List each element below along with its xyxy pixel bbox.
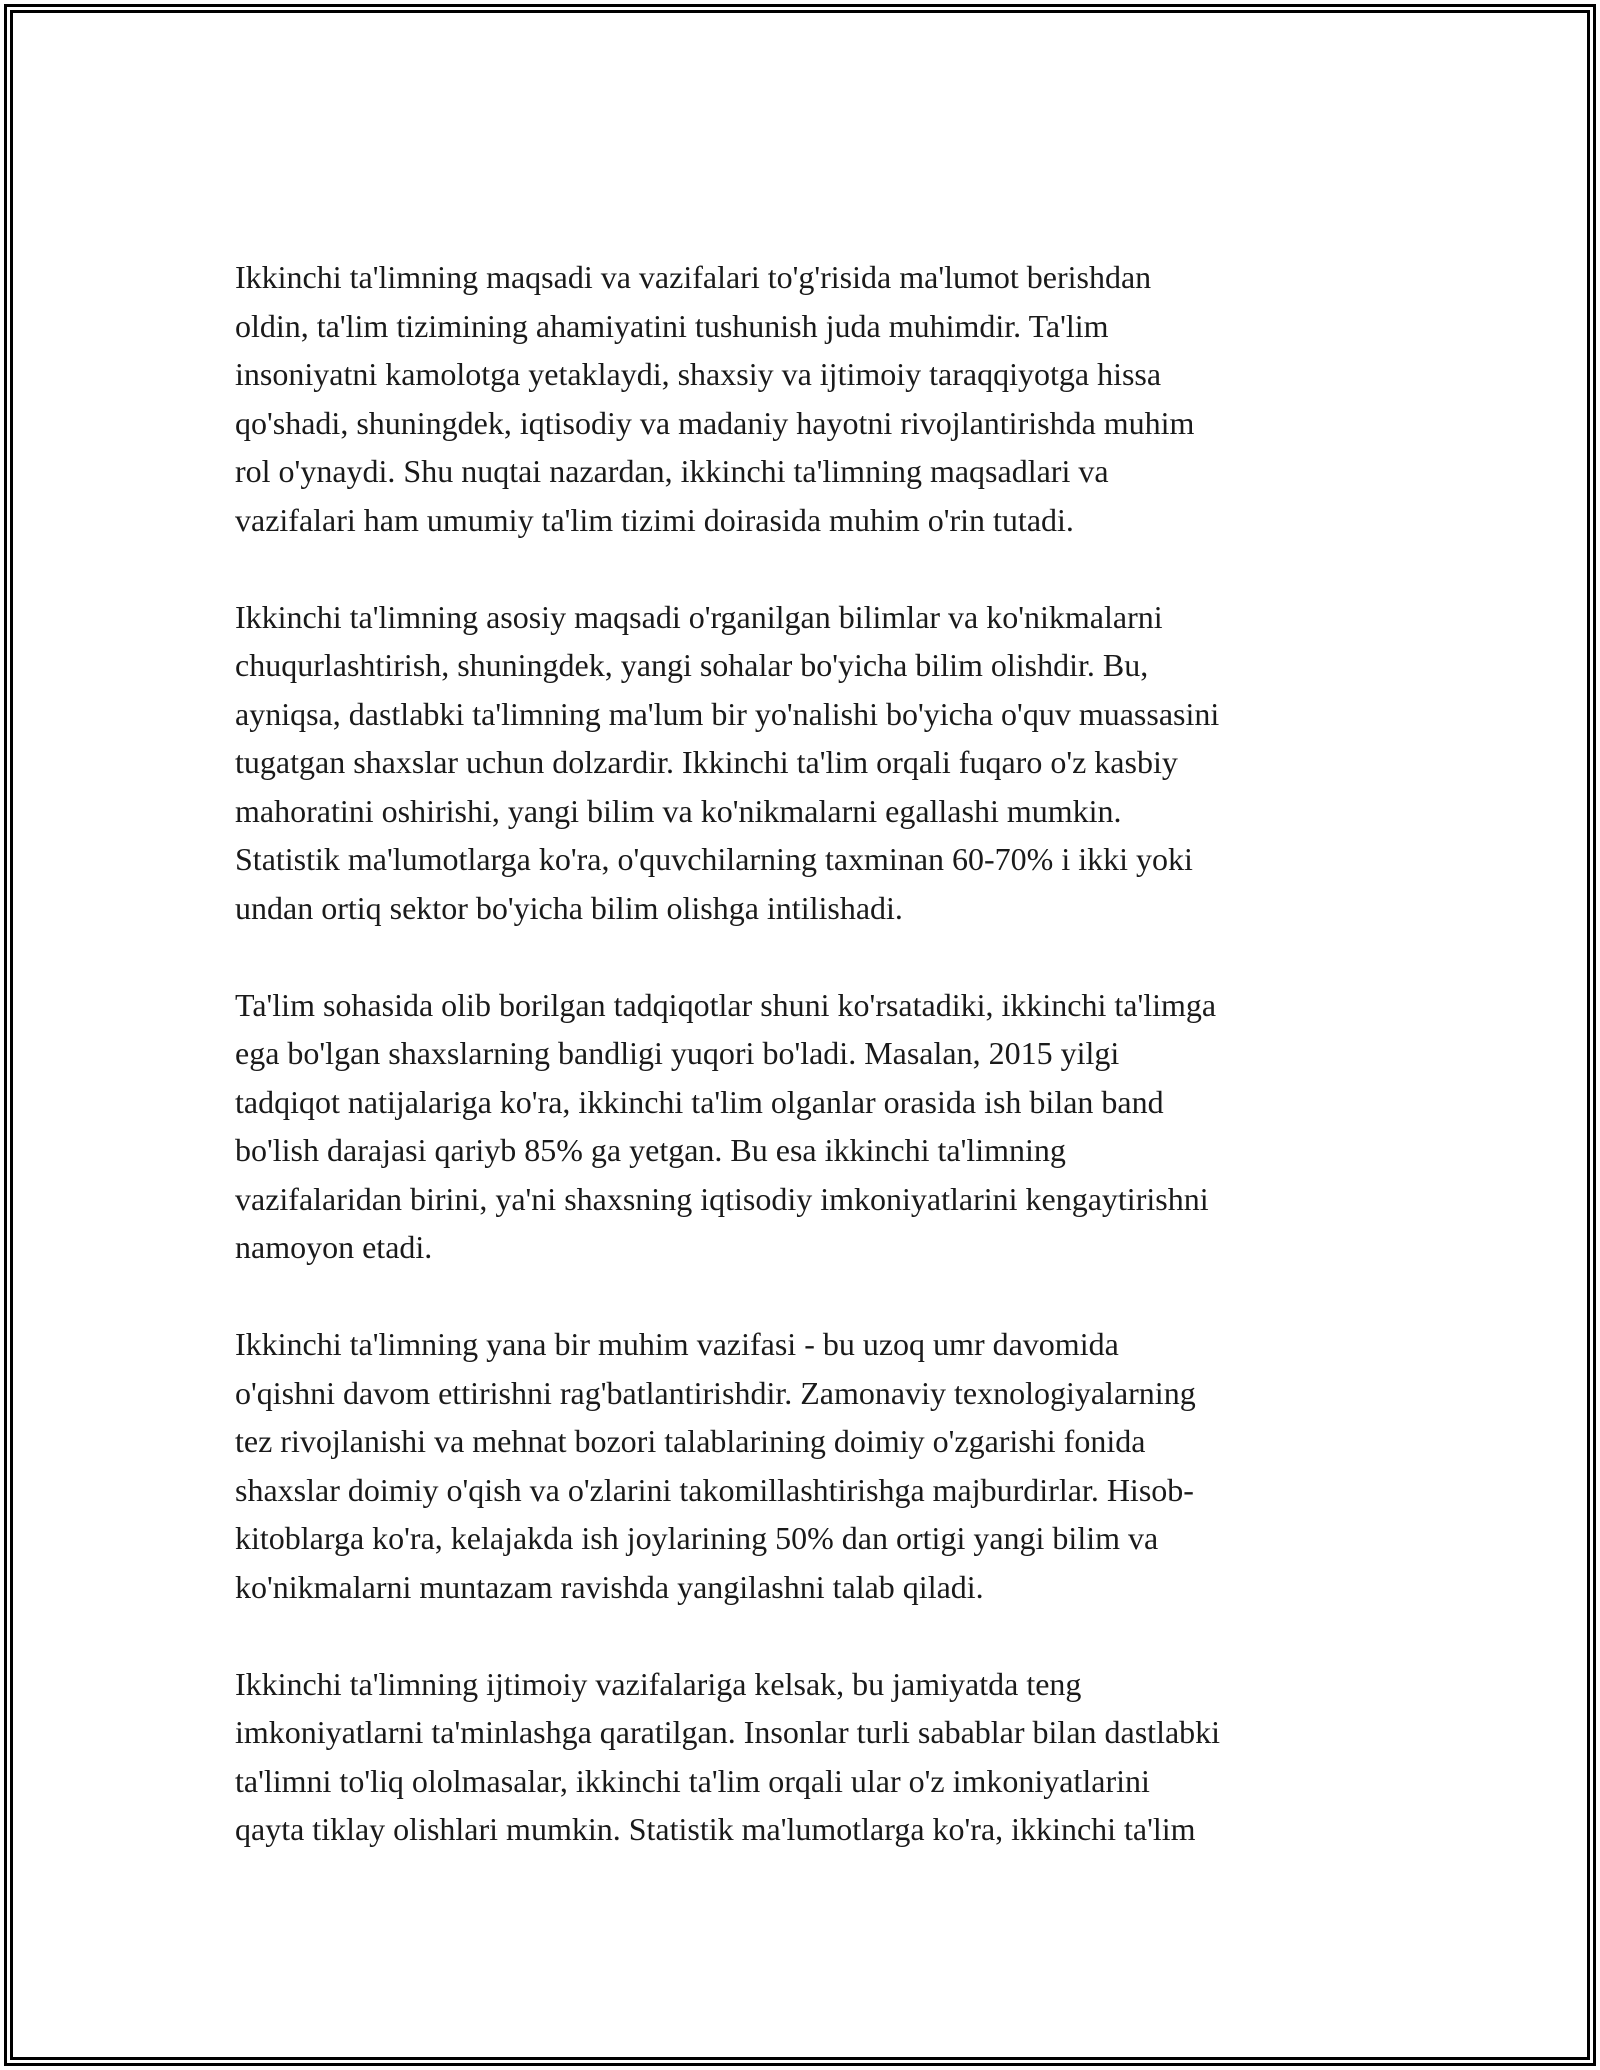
text-line: Ikkinchi ta'limning maqsadi va vazifalari to'g'risida ma'lumot berishdan	[235, 259, 1152, 295]
text-line: shaxslar doimiy o'qish va o'zlarini takomillashtirishga majburdirlar. Hisob-	[235, 1471, 1194, 1508]
text-line: bo'lish darajasi qariyb 85% ga yetgan. Bu esa ikkinchi ta'limning	[235, 1132, 1066, 1168]
text-line: tadqiqot natijalariga ko'ra, ikkinchi ta'lim olganlar orasida ish bilan band	[235, 1083, 1164, 1120]
text-line: imkoniyatlarni ta'minlashga qaratilgan. Insonlar turli sabablar bilan dastlabki	[235, 1714, 1221, 1750]
text-line: chuqurlashtirish, shuningdek, yangi sohalar bo'yicha bilim olishdir. Bu,	[235, 647, 1149, 683]
text-line: Ikkinchi ta'limning asosiy maqsadi o'rganilgan bilimlar va ko'nikmalarni	[235, 598, 1163, 635]
text-line: vazifalaridan birini, ya'ni shaxsning iqtisodiy imkoniyatlarini kengaytirishni	[235, 1180, 1209, 1217]
text-line: o'qishni davom ettirishni rag'batlantirishdir. Zamonaviy texnologiyalarning	[235, 1374, 1196, 1411]
text-line: ko'nikmalarni muntazam ravishda yangilashni talab qiladi.	[235, 1568, 984, 1605]
text-line: ega bo'lgan shaxslarning bandligi yuqori bo'ladi. Masalan, 2015 yilgi	[235, 1035, 1120, 1071]
paragraph-2	[235, 593, 1385, 933]
text-line: undan ortiq sektor bo'yicha bilim olishga intilishadi.	[235, 889, 903, 926]
text-line: tez rivojlanishi va mehnat bozori talablarining doimiy o'zgarishi fonida	[235, 1423, 1146, 1459]
text-line: ayniqsa, dastlabki ta'limning ma'lum bir yo'nalishi bo'yicha o'quv muassasini	[235, 695, 1220, 732]
paragraph-1	[235, 253, 1385, 544]
text-line: qo'shadi, shuningdek, iqtisodiy va madaniy hayotni rivojlantirishda muhim	[235, 404, 1195, 441]
paragraph-3	[235, 981, 1385, 1272]
text-line: rol o'ynaydi. Shu nuqtai nazardan, ikkinchi ta'limning maqsadlari va	[235, 453, 1109, 489]
paragraph-4	[235, 1320, 1385, 1611]
text-line: Statistik ma'lumotlarga ko'ra, o'quvchilarning taxminan 60-70% i ikki yoki	[235, 841, 1193, 877]
paragraph-5	[235, 1660, 1385, 1854]
text-line: mahoratini oshirishi, yangi bilim va ko'nikmalarni egallashi mumkin.	[235, 792, 1122, 829]
text-line: vazifalari ham umumiy ta'lim tizimi doirasida muhim o'rin tutadi.	[235, 501, 1074, 538]
text-line: tugatgan shaxslar uchun dolzardir. Ikkinchi ta'lim orqali fuqaro o'z kasbiy	[235, 744, 1178, 780]
document-body	[235, 253, 1385, 1902]
text-line: Ikkinchi ta'limning ijtimoiy vazifalariga kelsak, bu jamiyatda teng	[235, 1665, 1082, 1702]
text-line: oldin, ta'lim tizimining ahamiyatini tushunish juda muhimdir. Ta'lim	[235, 307, 1109, 344]
text-line: ta'limni to'liq ololmasalar, ikkinchi ta'lim orqali ular o'z imkoniyatlarini	[235, 1762, 1150, 1799]
text-line: insoniyatni kamolotga yetaklaydi, shaxsiy va ijtimoiy taraqqiyotga hissa	[235, 356, 1162, 392]
text-line: Ta'lim sohasida olib borilgan tadqiqotlar shuni ko'rsatadiki, ikkinchi ta'limga	[235, 986, 1217, 1023]
text-line: Ikkinchi ta'limning yana bir muhim vazifasi - bu uzoq umr davomida	[235, 1326, 1119, 1362]
text-line: kitoblarga ko'ra, kelajakda ish joylarining 50% dan ortigi yangi bilim va	[235, 1520, 1159, 1556]
text-line: qayta tiklay olishlari mumkin. Statistik ma'lumotlarga ko'ra, ikkinchi ta'lim	[235, 1811, 1196, 1847]
text-line: namoyon etadi.	[235, 1229, 433, 1265]
